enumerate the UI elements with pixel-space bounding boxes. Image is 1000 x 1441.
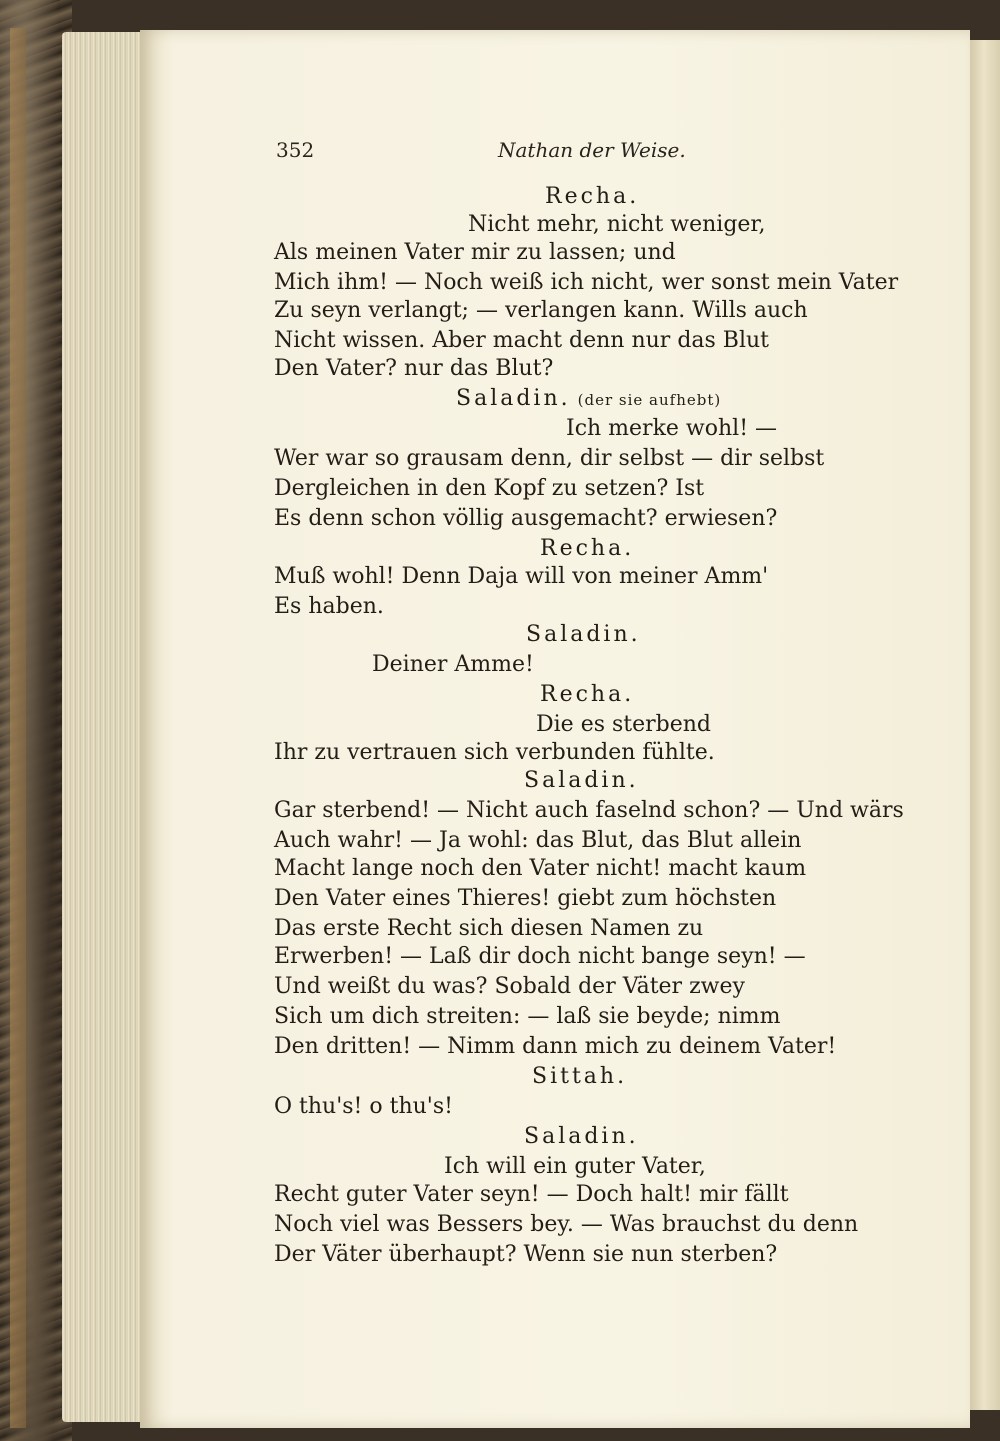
spine-edge: [10, 28, 26, 1428]
page-number: 352: [276, 138, 315, 162]
verse-line: Wer war so grausam denn, dir selbst — dir selbst: [274, 446, 825, 471]
verse-line: Nicht wissen. Aber macht denn nur das Blut: [274, 328, 770, 353]
speaker-label: Saladin.: [524, 768, 639, 793]
verse-line: Auch wahr! — Ja wohl: das Blut, das Blut allein: [274, 828, 802, 853]
speaker-label: Saladin.: [524, 1124, 639, 1149]
verse-line: Und weißt du was? Sobald der Väter zwey: [274, 974, 745, 999]
verse-line: Erwerben! — Laß dir doch nicht bange seyn! —: [274, 944, 806, 969]
speaker-label: Saladin.: [456, 386, 571, 411]
verse-line: Dergleichen in den Kopf zu setzen? Ist: [274, 476, 705, 501]
verse-line: Die es sterbend: [536, 712, 712, 737]
verse-line: Mich ihm! — Noch weiß ich nicht, wer sonst mein Vater: [274, 270, 899, 295]
facing-page-edge: [968, 40, 1000, 1410]
verse-line: Der Väter überhaupt? Wenn sie nun sterben?: [274, 1242, 778, 1267]
verse-line: Ich merke wohl! —: [566, 416, 778, 441]
speaker-label: Recha.: [540, 536, 635, 561]
verse-line: Macht lange noch den Vater nicht! macht kaum: [274, 856, 807, 881]
verse-line: Den Vater? nur das Blut?: [274, 356, 554, 381]
verse-line: Gar sterbend! — Nicht auch faselnd schon? — Und wärs: [274, 798, 904, 823]
verse-line: Zu seyn verlangt; — verlangen kann. Wills auch: [274, 298, 808, 323]
verse-line: Muß wohl! Denn Daja will von meiner Amm': [274, 564, 769, 589]
verse-line: O thu's! o thu's!: [274, 1094, 453, 1119]
verse-line: Es haben.: [274, 594, 384, 619]
verse-line: Noch viel was Bessers bey. — Was brauchst du denn: [274, 1212, 859, 1237]
verse-line: Den dritten! — Nimm dann mich zu deinem Vater!: [274, 1034, 837, 1059]
verse-line: Nicht mehr, nicht weniger,: [468, 212, 766, 237]
verse-line: Das erste Recht sich diesen Namen zu: [274, 916, 704, 941]
verse-line: Recht guter Vater seyn! — Doch halt! mir fällt: [274, 1182, 789, 1207]
stage-direction: (der sie aufhebt): [577, 391, 722, 409]
speaker-label: Saladin.: [526, 622, 641, 647]
verse-line: Den Vater eines Thieres! giebt zum höchsten: [274, 886, 777, 911]
verse-line: Es denn schon völlig ausgemacht? erwiesen?: [274, 506, 778, 531]
verse-line: Deiner Amme!: [372, 652, 534, 677]
speaker-line: [456, 388, 721, 410]
verse-line: Als meinen Vater mir zu lassen; und: [274, 240, 676, 265]
verse-line: Ihr zu vertrauen sich verbunden fühlte.: [274, 740, 715, 765]
speaker-label: Recha.: [540, 682, 635, 707]
page-edges: [62, 32, 144, 1422]
verse-line: Sich um dich streiten: — laß sie beyde; nimm: [274, 1004, 781, 1029]
running-title: Nathan der Weise.: [498, 138, 686, 162]
verse-line: Ich will ein guter Vater,: [444, 1154, 706, 1179]
speaker-label: Sittah.: [532, 1064, 628, 1089]
speaker-label: Recha.: [545, 184, 640, 209]
